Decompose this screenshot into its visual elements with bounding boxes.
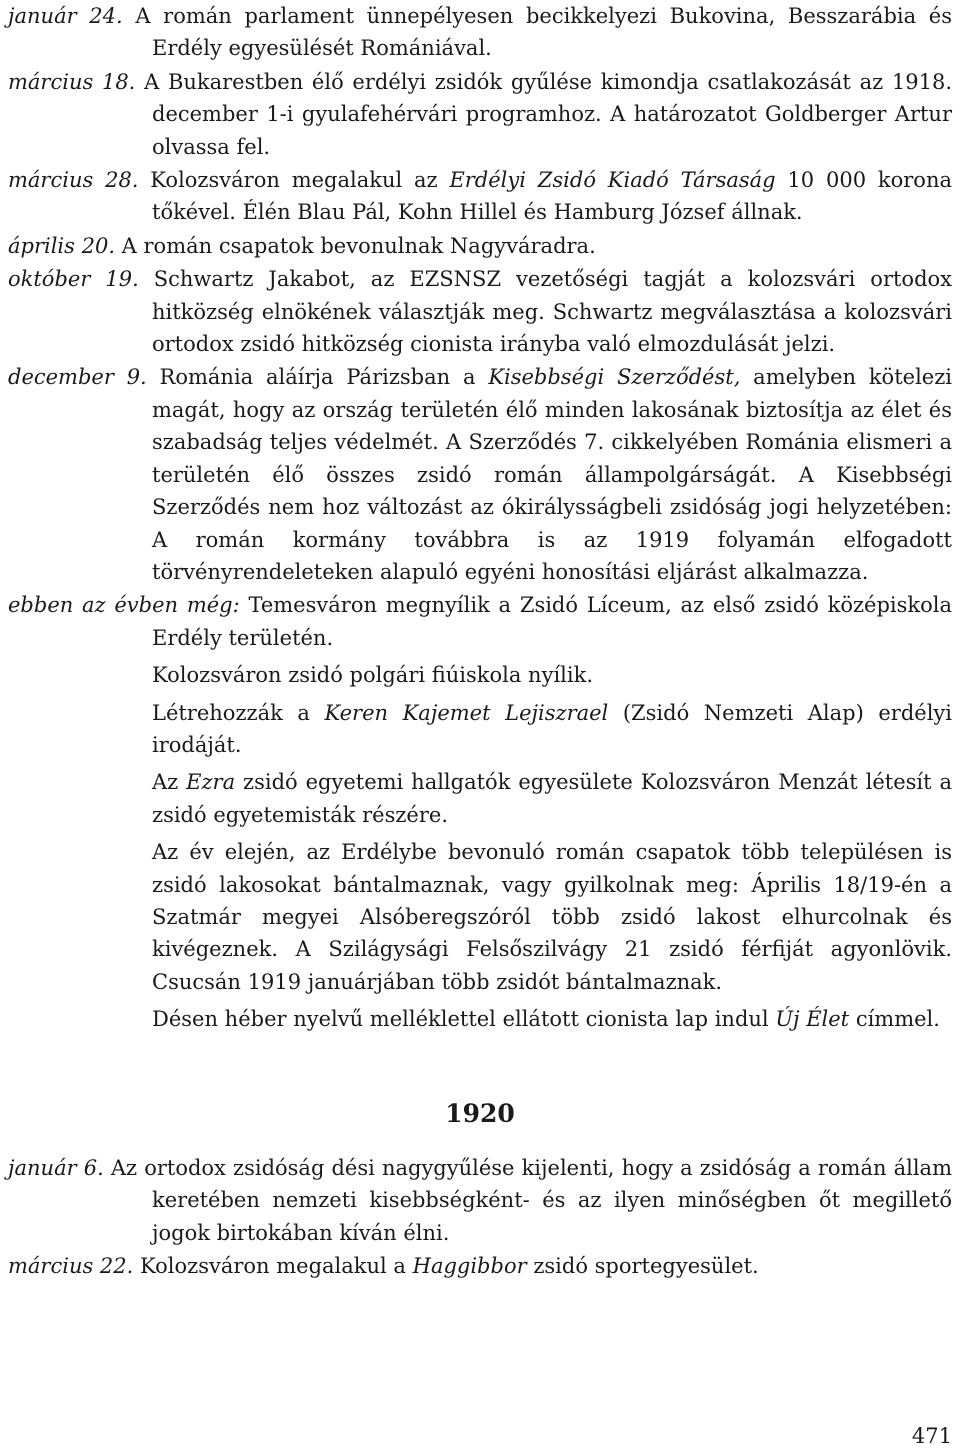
text-segment: A román parlament ünnepélyesen becikkelyezi Bukovina, Besszarábia és Erdély egyesülését Romániával.: [122, 4, 952, 61]
text-segment: Románia aláírja Párizsban a: [146, 365, 489, 390]
italic-text: Ezra: [186, 770, 236, 795]
text-segment: A román csapatok bevonulnak Nagyváradra.: [115, 233, 596, 258]
italic-text: Haggibbor: [412, 1254, 527, 1279]
italic-text: Kisebbségi Szerződést,: [488, 365, 741, 390]
text-segment: amelyben kötelezi magát, hogy az ország területén élő minden lakosának biztosítja az élet és szabadság teljes védelmét. A Szerződés 7. cikkelyében Románia elismeri a területén élő összes zsidó román állampolgárságát. A Kisebbségi Szerződés nem hoz változást az ókirálysságbeli zsidóság jogi helyzetében: A román kormány továbbra is az 1919 folyamán elfogadott törvényrendeleteken alapuló egyéni honosítási eljárást alkalmazza.: [152, 365, 952, 584]
text-segment: Kolozsváron megalakul a: [133, 1254, 413, 1279]
chronology-1919: [8, 0, 952, 1036]
text-segment: 10 000 korona tőkével. Élén Blau Pál, Kohn Hillel és Hamburg József állnak.: [152, 168, 952, 225]
paragraph: [152, 659, 952, 691]
chronology-entry: [8, 0, 952, 65]
text-segment: zsidó egyetemi hallgatók egyesülete Kolozsváron Menzát létesít a zsidó egyetemisták részére.: [152, 770, 952, 827]
paragraph: [152, 836, 952, 998]
chronology-entry: [8, 66, 952, 163]
text-segment: Kolozsváron zsidó polgári fiúiskola nyílik.: [152, 663, 593, 688]
text-segment: Az év elején, az Erdélybe bevonuló román csapatok több településen is zsidó lakosokat bántalmaznak, vagy gyilkolnak meg: Április 18/19-én a Szatmár megyei Alsóberegszóról több zsidó lakost elhurcolnak és kivégeznek. A Szilágysági Felsőszilvágy 21 zsidó férfiját agyonlövik. Csucsán 1919 januárjában több zsidót bántalmaznak.: [152, 840, 952, 994]
text-segment: Az ortodox zsidóság dési nagygyűlése kijelenti, hogy a zsidóság a román állam keretében nemzeti kisebbségként- és az ilyen minőségben őt megillető jogok birtokában kíván élni.: [103, 1156, 952, 1245]
chronology-entry: [8, 263, 952, 360]
entry-date: március 18.: [8, 69, 136, 94]
text-segment: A Bukarestben élő erdélyi zsidók gyűlése kimondja csatlakozását az 1918. december 1-i gyulafehérvári programhoz. A határozatot Goldberger Artur olvassa fel.: [135, 69, 952, 159]
chronology-entry: [8, 164, 952, 229]
text-segment: címmel.: [849, 1007, 940, 1032]
text-segment: Az: [152, 770, 187, 795]
text-segment: Létrehozzák a: [152, 700, 325, 725]
entry-date: január 24.: [8, 4, 123, 28]
entry-date: ebben az évben még:: [8, 593, 240, 618]
chronology-entry: [8, 1152, 952, 1249]
text-segment: (Zsidó Nemzeti Alap) erdélyi irodáját.: [152, 700, 952, 757]
entry-date: október 19.: [8, 267, 139, 292]
entry-date: március 28.: [8, 168, 139, 193]
extra-paragraphs-1919: [8, 659, 952, 1035]
entries-1920: [8, 1152, 952, 1283]
paragraph: [152, 1003, 952, 1035]
entry-date: április 20.: [8, 233, 115, 258]
chronology-entry: [8, 589, 952, 654]
paragraph: [152, 766, 952, 831]
text-segment: zsidó sportegyesület.: [526, 1254, 759, 1279]
text-segment: Schwartz Jakabot, az EZSNSZ vezetőségi tagját a kolozsvári ortodox hitközség elnökének választják meg. Schwartz megválasztása a kolozsvári ortodox zsidó hitközség cionista irányba való elmozdulását jelzi.: [138, 267, 952, 357]
paragraph: [152, 697, 952, 762]
chronology-entry: [8, 1250, 952, 1282]
page-number: 471: [911, 1424, 952, 1448]
entry-date: január 6.: [8, 1156, 104, 1180]
chronology-entry: [8, 361, 952, 588]
italic-text: Erdélyi Zsidó Kiadó Társaság: [449, 168, 776, 193]
chronology-entry: [8, 230, 952, 262]
entry-date: március 22.: [8, 1254, 134, 1279]
italic-text: Keren Kajemet Lejiszrael: [324, 700, 609, 725]
entry-date: december 9.: [8, 365, 147, 390]
text-segment: Kolozsváron megalakul az: [138, 168, 450, 193]
page: [8, 0, 952, 1284]
italic-text: Új Élet: [775, 1007, 850, 1032]
entries-1919: [8, 0, 952, 654]
text-segment: Temesváron megnyílik a Zsidó Líceum, az első zsidó középiskola Erdély területén.: [152, 593, 953, 650]
year-heading: 1920: [445, 1098, 515, 1128]
text-segment: Désen héber nyelvű melléklettel ellátott cionista lap indul: [152, 1007, 776, 1032]
